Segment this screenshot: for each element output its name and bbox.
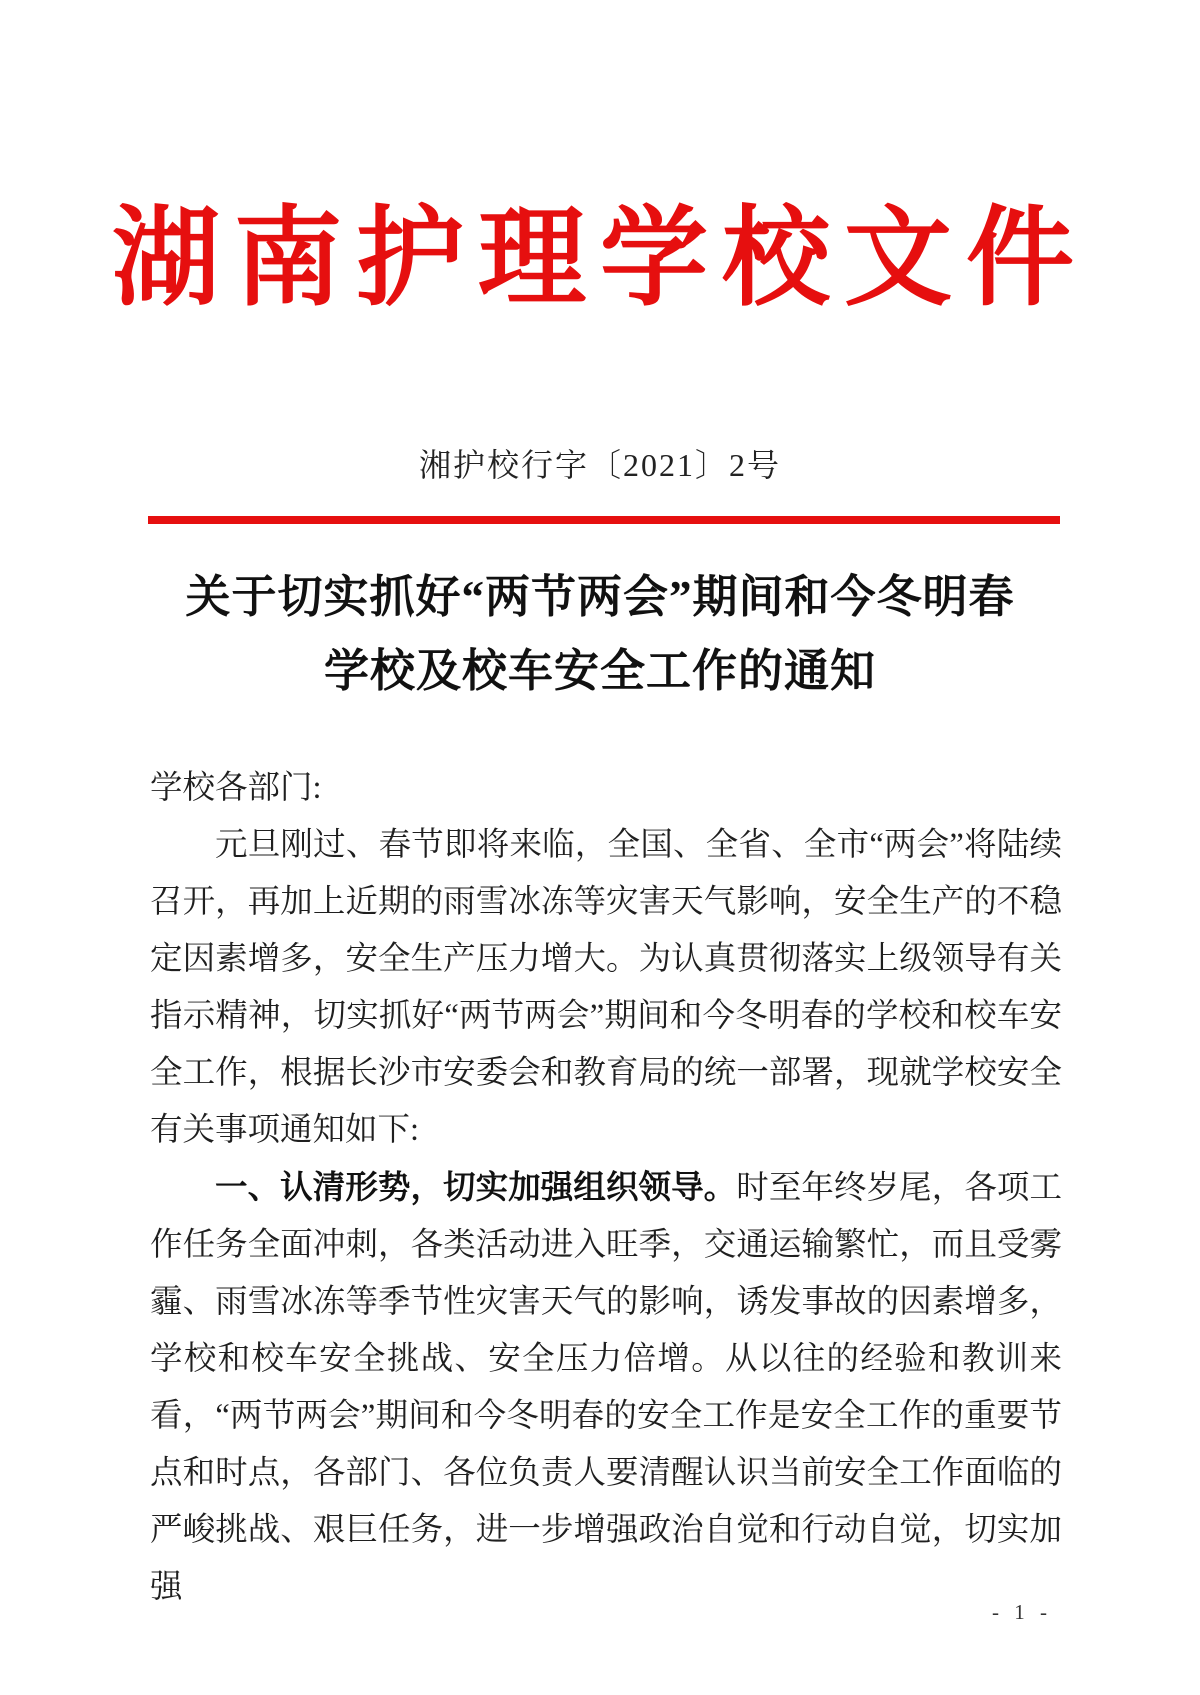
document-title-line2: 学校及校车安全工作的通知 — [323, 646, 876, 696]
document-title — [0, 560, 1200, 708]
letterhead-banner-title: 湖南护理学校文件 — [111, 200, 1088, 319]
paragraph-2-body: 时至年终岁尾，各项工作任务全面冲刺，各类活动进入旺季，交通运输繁忙，而且受雾霾、雨雪冰冻等季节性灾害天气的影响，诱发事故的因素增多，学校和校车安全挑战、安全压力倍增。从以往的经验和教训来看，“两节两会”期间和今冬明春的安全工作是安全工作的重要节点和时点，各部门、各位负责人要清醒认识当前安全工作面临的严峻挑战、艰巨任务，进一步增强政治自觉和行动自觉，切实加强 — [150, 1170, 1062, 1605]
document-body — [150, 760, 1062, 1616]
paragraph-1: 元旦刚过、春节即将来临，全国、全省、全市“两会”将陆续召开，再加上近期的雨雪冰冻等灾害天气影响，安全生产的不稳定因素增多，安全生产压力增大。为认真贯彻落实上级领导有关指示精神，切实抓好“两节两会”期间和今冬明春的学校和校车安全工作，根据长沙市安委会和教育局的统一部署，现就学校安全有关事项通知如下: — [150, 827, 1062, 1148]
paragraph-2-section-heading: 一、认清形势，切实加强组织领导。 — [215, 1169, 737, 1205]
salutation: 学校各部门: — [150, 770, 322, 806]
document-reference-number: 湘护校行字〔2021〕2号 — [418, 447, 781, 483]
page-number: - 1 - — [992, 1600, 1052, 1624]
red-divider-line — [148, 516, 1060, 524]
paragraph-2 — [150, 1159, 1062, 1616]
document-title-line1: 关于切实抓好“两节两会”期间和今冬明春 — [185, 572, 1015, 622]
